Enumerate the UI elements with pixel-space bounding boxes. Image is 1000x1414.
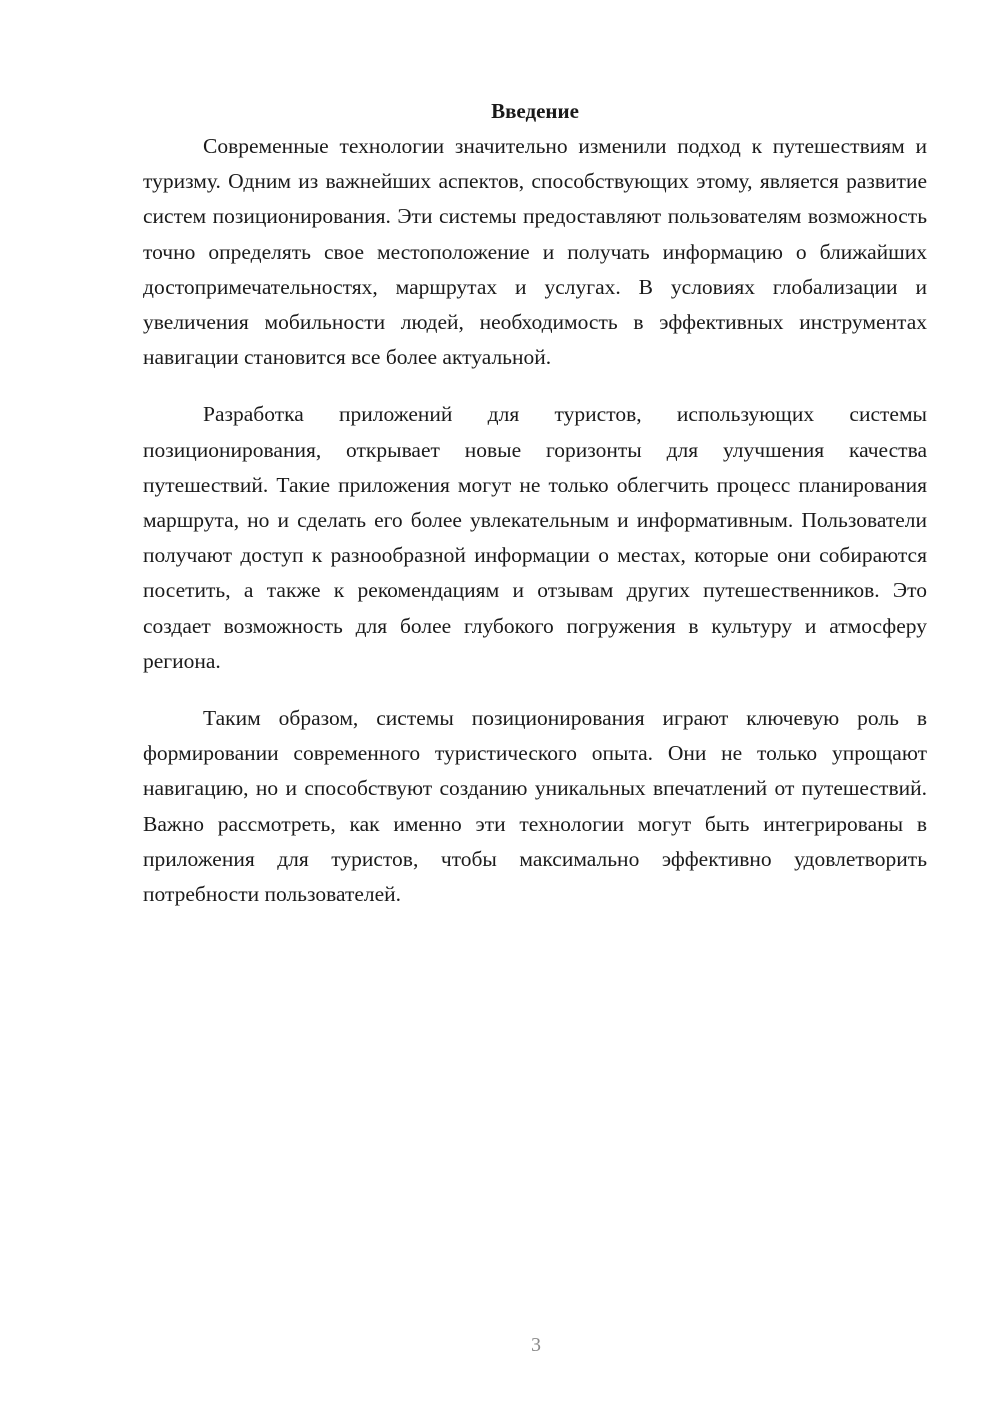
page-number: 3: [531, 1334, 541, 1356]
paragraph-1: Современные технологии значительно изменили подход к путешествиям и туризму. Одним из важнейших аспектов, способствующих этому, является развитие систем позиционирования. Эти системы предоставляют пользователям возможность точно определять свое местоположение и получать информацию о ближайших достопримечательностях, маршрутах и услугах. В условиях глобализации и увеличения мобильности людей, необходимость в эффективных инструментах навигации становится все более актуальной.: [143, 134, 927, 370]
paragraph-2: Разработка приложений для туристов, использующих системы позиционирования, открывает новые горизонты для улучшения качества путешествий. Такие приложения могут не только облегчить процесс планирования маршрута, но и сделать его более увлекательным и информативным. Пользователи получают доступ к разнообразной информации о местах, которые они собираются посетить, а также к рекомендациям и отзывам других путешественников. Это создает возможность для более глубокого погружения в культуру и атмосферу региона.: [143, 402, 927, 673]
page-content: [143, 95, 927, 934]
section-heading: Введение: [491, 99, 579, 123]
paragraph-3: Таким образом, системы позиционирования играют ключевую роль в формировании современного туристического опыта. Они не только упрощают навигацию, но и способствуют созданию уникальных впечатлений от путешествий. Важно рассмотреть, как именно эти технологии могут быть интегрированы в приложения для туристов, чтобы максимально эффективно удовлетворить потребности пользователей.: [143, 706, 927, 907]
